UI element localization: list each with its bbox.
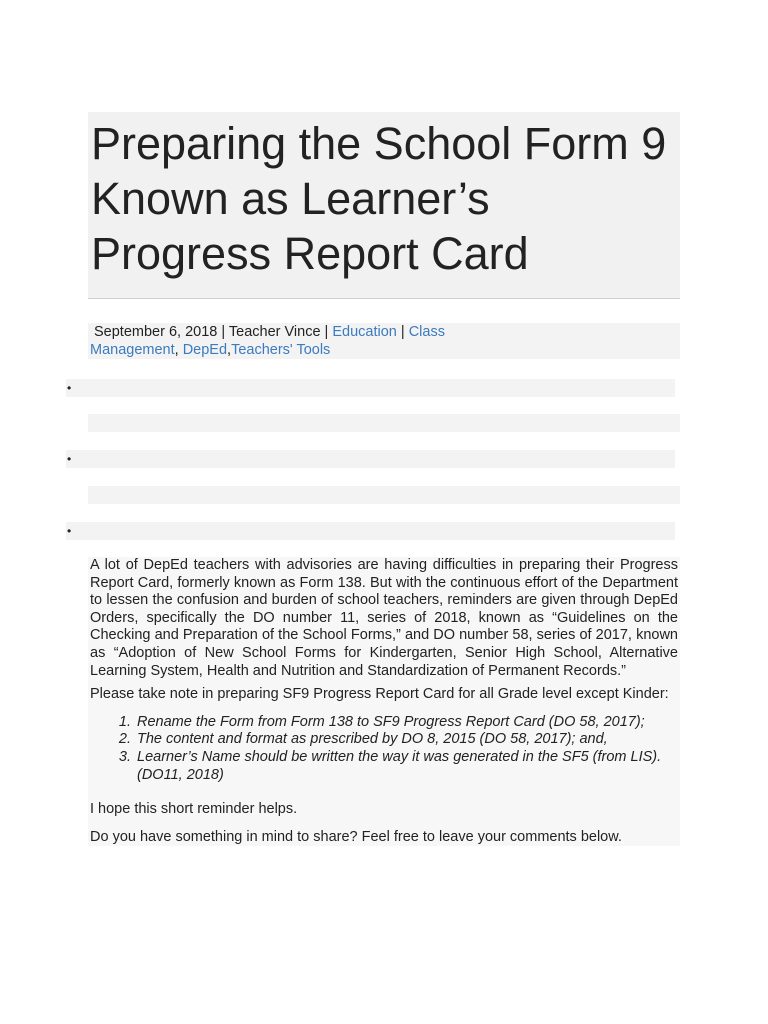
page-title: Preparing the School Form 9 Known as Learner’s Progress Report Card [91,118,667,279]
meta-separator: | [396,324,409,340]
bullet-dot: • [67,381,72,395]
list-item: 3. Learner’s Name should be written the way it was generated in the SF5 (from LIS). (DO11, 2018) [135,749,680,784]
placeholder-bar [88,486,680,504]
title-block [88,112,680,299]
comment-prompt: Do you have something in mind to share? Feel free to leave your comments below. [90,828,622,845]
bullet-dot: • [67,452,72,466]
category-link-class-management[interactable]: Class [408,324,445,340]
placeholder-bar [88,414,680,432]
post-author: Teacher Vince [228,324,321,340]
bullet-bar [66,522,675,540]
bullet-dot: • [67,524,72,538]
category-link-deped[interactable]: DepEd [182,342,228,358]
category-link-class-management-cont[interactable]: Management [90,342,175,358]
note-paragraph: Please take note in preparing SF9 Progress Report Card for all Grade level except Kinder: [90,686,669,703]
article-body [88,557,680,846]
post-meta: September 6, 2018 | Teacher Vince | Education | Class Management, DepEd,Teachers' Tools [88,323,680,359]
list-item: 1. Rename the Form from Form 138 to SF9 Progress Report Card (DO 58, 2017); [135,714,680,732]
bullet-bar [66,450,675,468]
intro-paragraph: A lot of DepEd teachers with advisories are having difficulties in preparing their Progress Report Card, formerly known as Form 138. But with the continuous effort of the Department to lessen the confusion and burden of school teachers, reminders are given through DepEd Orders, specifically the DO number 11, series of 2018, known as “Guidelines on the Checking and Preparation of the School Forms,” and DO number 58, series of 2017, known as “Adoption of New School Forms for Kindergarten, Senior High School, Alternative Learning System, Health and Nutrition and Standardization of Permanent Records.” [90,557,678,679]
category-link-teachers-tools[interactable]: Teachers' Tools [231,342,331,358]
meta-separator: | [217,324,229,340]
meta-separator: | [320,324,333,340]
closing-line: I hope this short reminder helps. [90,801,298,818]
bullet-bar [66,379,675,397]
reminder-list [88,714,680,784]
post-date: September 6, 2018 [94,324,218,340]
category-link-education[interactable]: Education [332,324,397,340]
list-item: 2. The content and format as prescribed by DO 8, 2015 (DO 58, 2017); and, [135,731,680,749]
